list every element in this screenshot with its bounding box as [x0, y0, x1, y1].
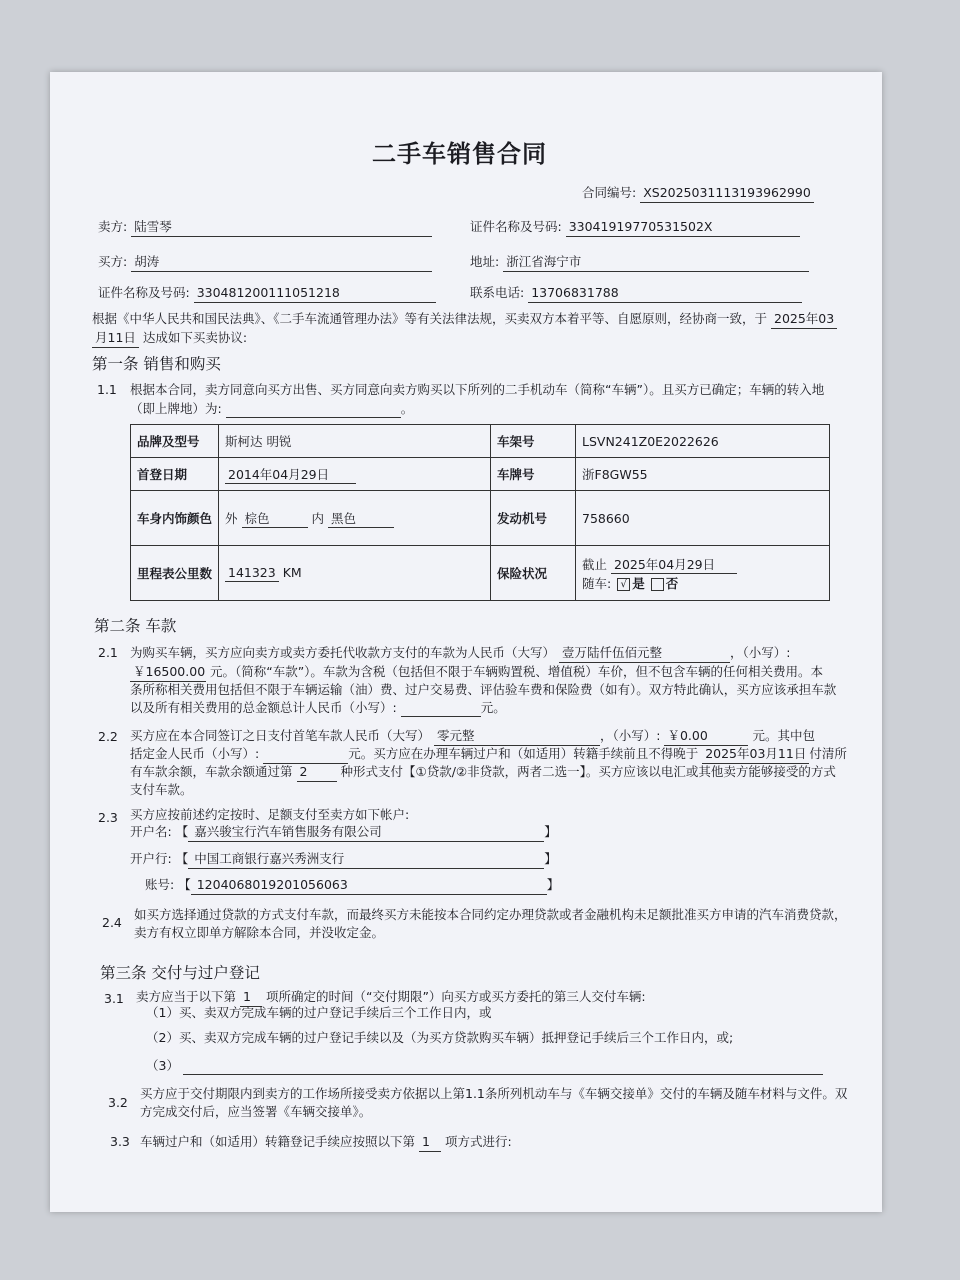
clause-2-3-number: 2.3 [98, 810, 118, 825]
clause-2-2-text-b: ，（小写）: [600, 728, 661, 743]
seller-id-label: 证件名称及号码: [470, 219, 562, 234]
account-name: 嘉兴骏宝行汽车销售服务有限公司 [188, 823, 544, 842]
yes-label: 是 [632, 575, 645, 591]
clause-3-1-option3-label: （3） [146, 1058, 179, 1073]
clause-2-2-text-g: 有车款余额，车款余额通过第 [130, 764, 293, 779]
clause-2-4-line2: 卖方有权立即单方解除本合同，并没收定金。 [134, 925, 385, 940]
buyer-id-row [98, 284, 436, 303]
clause-3-2-line1: 买方应于交付期限内到卖方的工作场所接受卖方依据以上第1.1条所列机动车与《车辆交接单》交付的车辆及随车材料与文件。双 [140, 1086, 848, 1101]
address-row [470, 253, 809, 272]
bracket-open: 【 [175, 824, 189, 839]
phone: 13706831788 [528, 284, 802, 303]
table-row [131, 425, 830, 458]
interior-color: 黑色 [328, 509, 394, 528]
transfer-item: 1 [419, 1133, 441, 1152]
bracket-close: 】 [544, 824, 557, 839]
odometer-label: 里程表公里数 [131, 546, 219, 601]
clause-1-1-line2-text: （即上牌地）为: [130, 401, 222, 416]
clause-2-1-line3: 条所称相关费用包括但不限于车辆运输（油）费、过户交易费、评估验车费和保险费（如有）。双方特此确认，买方应该承担车款 [130, 682, 837, 697]
odometer-cell [219, 546, 491, 601]
reg-date-label: 首登日期 [131, 458, 219, 491]
price-in-words: 壹万陆仟伍佰元整 [559, 644, 730, 663]
bank-label: 开户行: [130, 851, 172, 866]
clause-2-2-line4: 支付车款。 [130, 782, 193, 797]
total-amount-blank [401, 702, 481, 717]
insurance-deadline-row [582, 555, 823, 574]
insurance-deadline-label: 截止 [582, 556, 608, 572]
bracket-open: 【 [175, 851, 189, 866]
address-label: 地址: [470, 254, 500, 269]
table-row [131, 491, 830, 546]
price-number: ￥16500.00 [130, 663, 206, 682]
clause-2-1-line4 [130, 699, 506, 717]
clause-3-3-text-a: 车辆过户和（如适用）转籍登记手续应按照以下第 [140, 1134, 416, 1149]
contract-page [50, 72, 882, 1212]
phone-row [470, 284, 802, 303]
clause-3-1-text-b: 项所确定的时间（“交付期限”）向买方或买方委托的第三人交付车辆: [265, 989, 646, 1004]
clause-1-1-line2 [130, 400, 413, 418]
clause-2-1-text-b: ，（小写）: [730, 645, 791, 660]
clause-2-2-text-c: 元。其中包 [752, 728, 815, 743]
clause-2-1-text-c: 元。（简称“车款”）。车款为含税（包括但不限于车辆购置税、增值税）车价，但不包含车辆的任何相关费用。本 [209, 664, 823, 679]
account-name-row [130, 823, 557, 842]
clause-2-2-line1 [130, 727, 815, 746]
clause-2-2-text-h: 种形式支付【①贷款/②非贷款，两者二选一】。买方应该以电汇或其他卖方能够接受的方式 [340, 764, 836, 779]
brand-label: 品牌及型号 [131, 425, 219, 458]
bracket-close: 】 [546, 877, 560, 892]
clause-2-1-number: 2.1 [98, 645, 118, 660]
color-cell [219, 491, 491, 546]
clause-2-2-line3 [130, 763, 836, 782]
insurance-label: 保险状况 [491, 546, 576, 601]
engine-label: 发动机号 [491, 491, 576, 546]
no-label: 否 [665, 575, 679, 591]
account-number-label: 账号: [145, 877, 175, 892]
preamble-date-part1: 2025年03 [771, 310, 837, 329]
clause-1-1-line1: 根据本合同，卖方同意向买方出售、买方同意向卖方购买以下所列的二手机动车（简称“车辆”）。且买方已确定；车辆的转入地 [130, 382, 825, 397]
contract-number-label: 合同编号: [582, 185, 637, 200]
clause-2-1-line2 [130, 663, 823, 682]
clause-2-1-text-a: 为购买车辆，买方应向卖方或卖方委托代收款方支付的车款为人民币（大写） [130, 645, 556, 660]
clause-3-3-number: 3.3 [110, 1134, 130, 1149]
with-car-row [582, 574, 823, 592]
engine-value: 758660 [576, 491, 830, 546]
contract-number [582, 184, 814, 203]
reg-date-value: 2014年04月29日 [225, 465, 356, 484]
buyer-name: 胡涛 [131, 253, 432, 272]
clause-2-3-text: 买方应按前述约定按时、足额支付至卖方如下帐户: [130, 807, 410, 822]
clause-1-1-line2-end: 。 [400, 401, 414, 416]
clause-2-2-text-e: 元。买方应在办理车辆过户和（如适用）转籍手续前且不得晚于 [348, 746, 699, 761]
clause-3-2-number: 3.2 [108, 1095, 128, 1110]
insurance-deadline: 2025年04月29日 [611, 555, 737, 574]
preamble-date-part2: 月11日 [92, 329, 139, 348]
delivery-item: 1 [240, 988, 262, 1007]
account-number-row [145, 876, 559, 895]
plate-value: 浙F8GW55 [576, 458, 830, 491]
clause-3-1-number: 3.1 [104, 991, 124, 1006]
seller-name: 陆雪琴 [131, 218, 432, 237]
clause-3-3-line1 [140, 1133, 512, 1152]
bracket-close: 】 [544, 851, 557, 866]
odometer-value: 141323 [225, 565, 279, 582]
account-number: 1204068019201056063 [191, 876, 547, 895]
seller-id-row [470, 218, 800, 237]
yes-checkbox[interactable]: √ [617, 578, 630, 591]
insurance-cell [576, 546, 830, 601]
with-car-label: 随车: [582, 575, 612, 591]
preamble-line1 [92, 310, 837, 329]
buyer-label: 买方: [98, 254, 128, 269]
clause-2-2-text-f: 付清所 [809, 746, 847, 761]
exterior-color: 棕色 [242, 509, 308, 528]
account-name-label: 开户名: [130, 824, 172, 839]
bank-name: 中国工商银行嘉兴秀洲支行 [188, 850, 544, 869]
seller-id: 33041919770531502X [566, 218, 800, 237]
color-label: 车身内饰颜色 [131, 491, 219, 546]
buyer-id-label: 证件名称及号码: [98, 285, 190, 300]
clause-3-2-line2: 方完成交付后，应当签署《车辆交接单》。 [140, 1104, 372, 1119]
address: 浙江省海宁市 [503, 253, 809, 272]
clause-2-2-line2 [130, 745, 847, 764]
payment-deadline: 2025年03月11日 [702, 745, 809, 764]
clause-3-1-text-a: 卖方应当于以下第 [136, 989, 237, 1004]
first-payment-words: 零元整 [434, 727, 600, 746]
clause-1-1-number: 1.1 [97, 382, 117, 397]
brand-value: 斯柯达 明锐 [219, 425, 491, 458]
preamble-tail: 达成如下买卖协议: [142, 330, 248, 345]
clause-2-4-number: 2.4 [102, 915, 122, 930]
bracket-open: 【 [178, 877, 191, 892]
buyer-row [98, 253, 432, 272]
clause-2-2-number: 2.2 [98, 729, 118, 744]
interior-prefix: 内 [311, 510, 324, 526]
section1-heading: 第一条 销售和购买 [92, 355, 221, 373]
seller-label: 卖方: [98, 219, 128, 234]
section2-heading: 第二条 车款 [94, 617, 177, 635]
clause-3-1-option3 [146, 1057, 823, 1075]
destination-blank [226, 403, 401, 418]
buyer-id: 330481200111051218 [194, 284, 436, 303]
clause-2-1-text-d: 以及所有相关费用的总金额总计人民币（小写）: [130, 700, 397, 715]
first-payment-number: ￥0.00 [664, 727, 748, 746]
preamble-line2 [92, 329, 247, 348]
table-row [131, 458, 830, 491]
clause-2-1-line1 [130, 644, 790, 663]
clause-2-2-text-a: 买方应在本合同签订之日支付首笔车款人民币（大写） [130, 728, 431, 743]
phone-label: 联系电话: [470, 285, 525, 300]
plate-label: 车牌号 [491, 458, 576, 491]
table-row [131, 546, 830, 601]
vin-label: 车架号 [491, 425, 576, 458]
vin-value: LSVN241Z0E2022626 [576, 425, 830, 458]
no-checkbox[interactable] [651, 578, 664, 591]
payment-method: 2 [297, 763, 337, 782]
clause-3-1-option1: （1）买、卖双方完成车辆的过户登记手续后三个工作日内，或 [146, 1005, 492, 1020]
section3-heading: 第三条 交付与过户登记 [100, 964, 260, 982]
contract-number-value: XS2025031113193962990 [640, 184, 814, 203]
clause-3-1-option2: （2）买、卖双方完成车辆的过户登记手续以及（为买方贷款购买车辆）抵押登记手续后三个工作日内，或; [146, 1030, 734, 1045]
deposit-blank [263, 749, 348, 764]
contract-title: 二手车销售合同 [372, 140, 547, 168]
seller-row [98, 218, 432, 237]
clause-2-2-text-d: 括定金人民币（小写）: [130, 746, 260, 761]
bank-row [130, 850, 557, 869]
preamble-text: 根据《中华人民共和国民法典》、《二手车流通管理办法》等有关法律法规，买卖双方本着平等、自愿原则，经协商一致，于 [92, 311, 768, 326]
clause-3-3-text-b: 项方式进行: [444, 1134, 512, 1149]
clause-2-4-line1: 如买方选择通过贷款的方式支付车款，而最终买方未能按本合同约定办理贷款或者金融机构未足额批准买方申请的汽车消费贷款， [134, 907, 847, 922]
vehicle-info-table [130, 424, 830, 601]
option3-blank [183, 1060, 823, 1075]
clause-2-1-text-e: 元。 [480, 700, 506, 715]
odometer-unit: KM [282, 564, 302, 580]
exterior-prefix: 外 [225, 510, 238, 526]
reg-date-cell [219, 458, 491, 491]
